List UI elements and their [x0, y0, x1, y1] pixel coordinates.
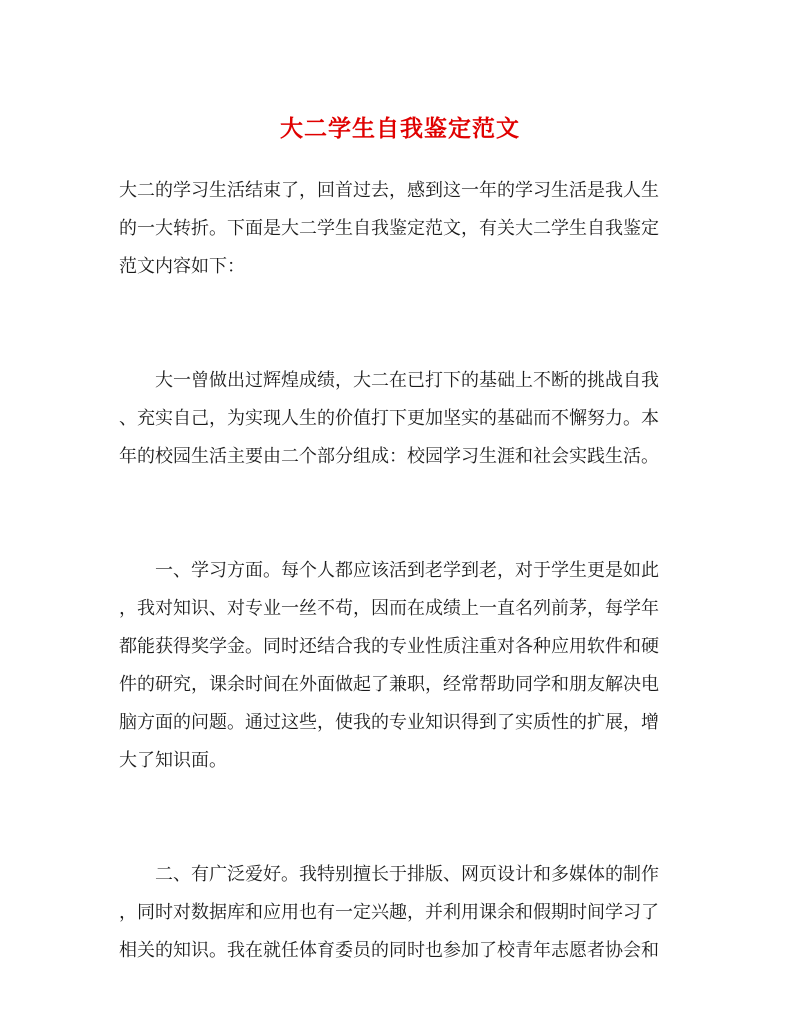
text-line: 相关的知识。我在就任体育委员的同时也参加了校青年志愿者协会和: [119, 940, 659, 961]
text-line: 一、学习方面。每个人都应该活到老学到老，对于学生更是如此: [119, 560, 659, 581]
text-line: 都能获得奖学金。同时还结合我的专业性质注重对各种应用软件和硬: [119, 636, 659, 657]
blank-line: [119, 476, 679, 514]
blank-line: [119, 514, 679, 552]
blank-line: [119, 780, 679, 818]
text-line: 、充实自己，为实现人生的价值打下更加坚实的基础而不懈努力。本: [119, 408, 659, 429]
text-line: 脑方面的问题。通过这些，使我的专业知识得到了实质性的扩展，增: [119, 712, 659, 733]
text-line: 大一曾做出过辉煌成绩，大二在已打下的基础上不断的挑战自我: [119, 370, 659, 391]
text-line: 范文内容如下：: [119, 256, 245, 277]
text-line: ，同时对数据库和应用也有一定兴趣，并利用课余和假期时间学习了: [119, 902, 659, 923]
text-line: 的一大转折。下面是大二学生自我鉴定范文，有关大二学生自我鉴定: [119, 218, 659, 239]
text-line: 年的校园生活主要由二个部分组成：校园学习生涯和社会实践生活。: [119, 446, 659, 467]
text-line: 件的研究，课余时间在外面做起了兼职，经常帮助同学和朋友解决电: [119, 674, 659, 695]
blank-line: [119, 286, 679, 324]
text-line: 大二的学习生活结束了，回首过去，感到这一年的学习生活是我人生: [119, 180, 659, 201]
document-title: 大二学生自我鉴定范文: [280, 115, 520, 142]
text-line: 大了知识面。: [119, 750, 227, 771]
document-body: [119, 172, 679, 970]
text-line: ，我对知识、对专业一丝不苟，因而在成绩上一直名列前茅，每学年: [119, 598, 659, 619]
blank-line: [119, 818, 679, 856]
blank-line: [119, 324, 679, 362]
text-line: 二、有广泛爱好。我特别擅长于排版、网页设计和多媒体的制作: [119, 864, 659, 885]
